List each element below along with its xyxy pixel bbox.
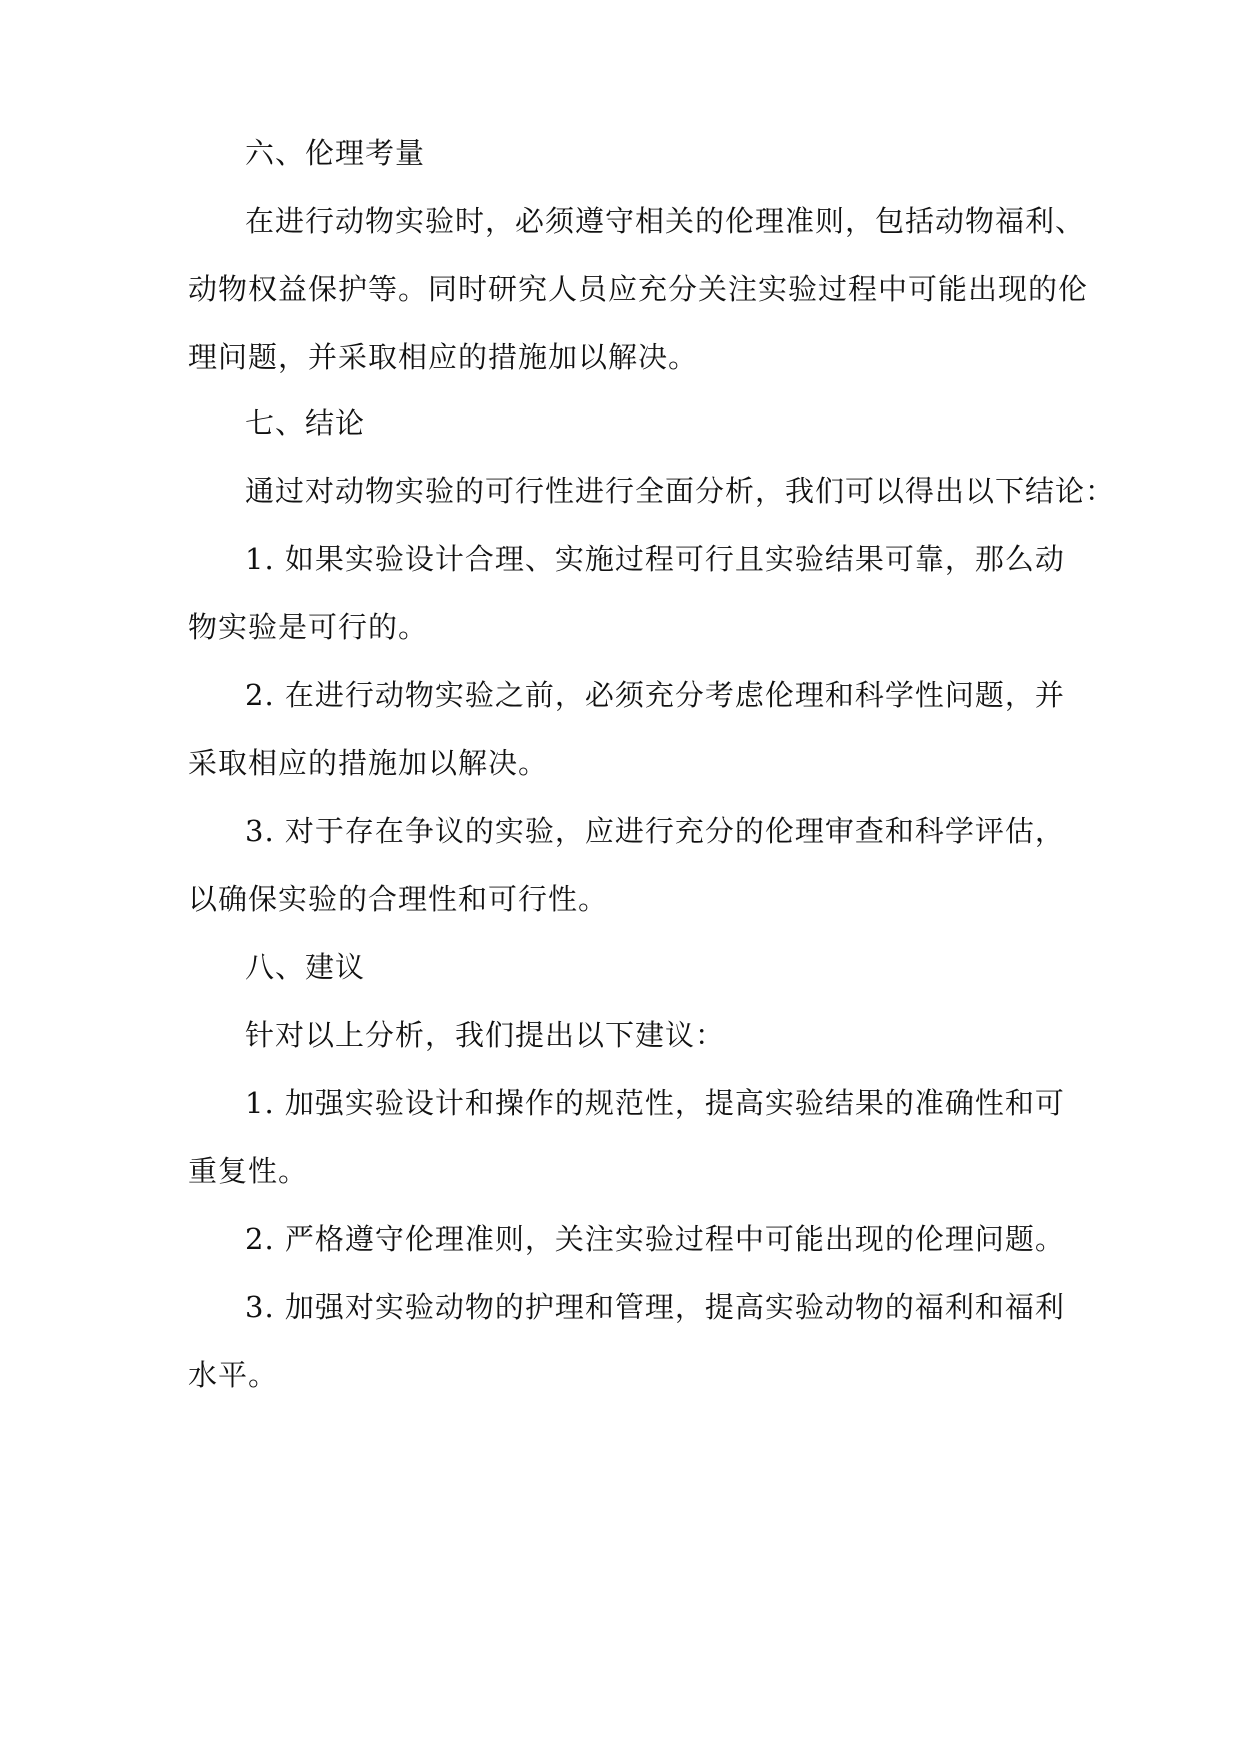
list-item-line: 1. 加强实验设计和操作的规范性，提高实验结果的准确性和可 xyxy=(245,1086,1065,1120)
list-item-line: 采取相应的措施加以解决。 xyxy=(188,746,549,780)
paragraph-line: 通过对动物实验的可行性进行全面分析，我们可以得出以下结论： xyxy=(245,474,1116,508)
list-item-line: 物实验是可行的。 xyxy=(188,610,429,644)
paragraph-line: 针对以上分析，我们提出以下建议： xyxy=(245,1018,726,1052)
list-item-line: 1. 如果实验设计合理、实施过程可行且实验结果可靠，那么动 xyxy=(245,542,1065,576)
list-item-line: 以确保实验的合理性和可行性。 xyxy=(188,882,609,916)
list-item-line: 2. 在进行动物实验之前，必须充分考虑伦理和科学性问题，并 xyxy=(245,678,1065,712)
paragraph-line: 动物权益保护等。同时研究人员应充分关注实验过程中可能出现的伦 xyxy=(188,272,1089,306)
paragraph-line: 理问题，并采取相应的措施加以解决。 xyxy=(188,340,699,374)
list-item-line: 重复性。 xyxy=(188,1154,309,1188)
section-heading-ethics: 六、伦理考量 xyxy=(245,136,426,170)
list-item-line: 3. 加强对实验动物的护理和管理，提高实验动物的福利和福利 xyxy=(245,1290,1065,1324)
section-heading-suggestions: 八、建议 xyxy=(245,950,366,984)
list-item-line: 3. 对于存在争议的实验，应进行充分的伦理审查和科学评估， xyxy=(245,814,1065,848)
list-item-line: 2. 严格遵守伦理准则，关注实验过程中可能出现的伦理问题。 xyxy=(245,1222,1065,1256)
paragraph-line: 在进行动物实验时，必须遵守相关的伦理准则，包括动物福利、 xyxy=(245,204,1086,238)
list-item-line: 水平。 xyxy=(188,1358,279,1392)
section-heading-conclusion: 七、结论 xyxy=(245,406,366,440)
